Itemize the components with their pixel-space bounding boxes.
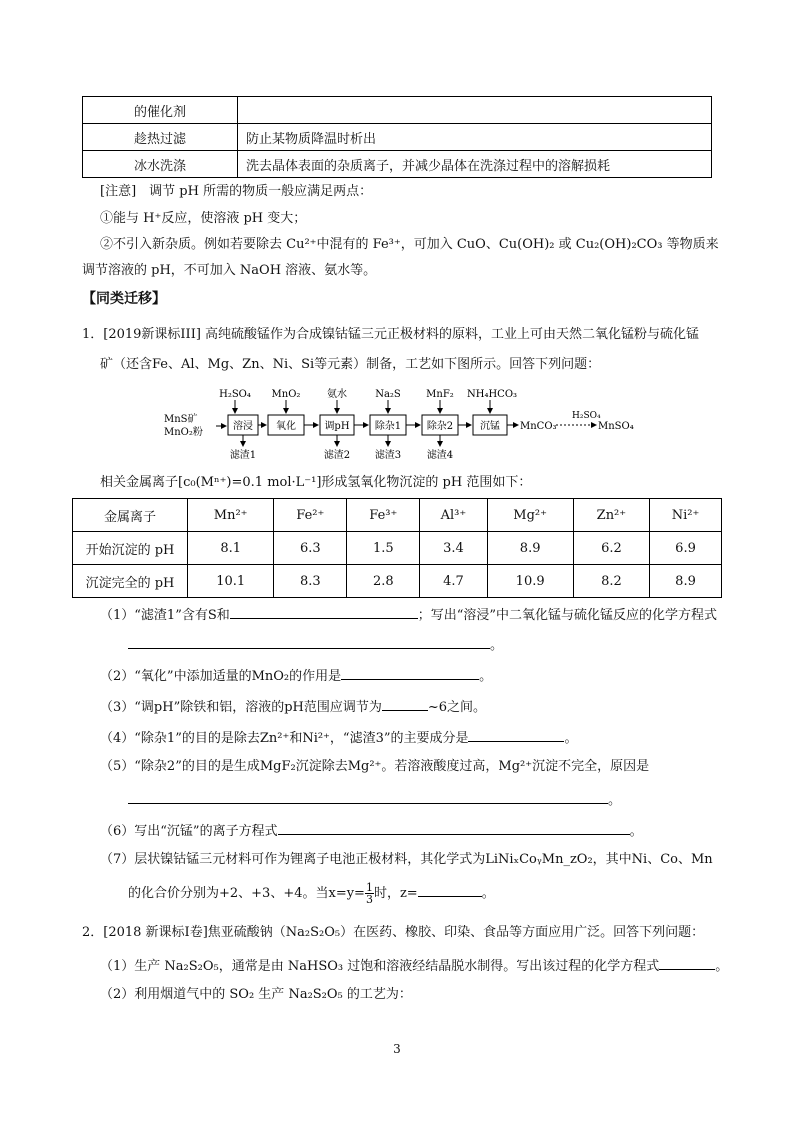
q1-part-6: （6）写出“沉锰”的离子方程式 。: [100, 820, 643, 841]
q1-part-1: （1）“滤渣1”含有S和 ；写出“溶浸”中二氧化锰与硫化锰反应的化学方程式: [100, 604, 717, 625]
q1-part-5-cont: 。: [128, 789, 621, 810]
note-line-4: 调节溶液的 pH，不可加入 NaOH 溶液、氨水等。: [82, 263, 377, 278]
table-cell: 1.5: [347, 532, 420, 565]
table-row: [73, 499, 722, 532]
table-row: [83, 151, 712, 178]
q1-part-4: （4）“除杂1”的目的是除去Zn²⁺和Ni²⁺，“滤渣3”的主要成分是 。: [100, 727, 578, 748]
q1-part-7: （7）层状镍钴锰三元材料可作为锂离子电池正极材料，其化学式为LiNiₓCoᵧMn_zO₂，其中Ni、Co、Mn: [100, 852, 713, 867]
flow-step-1: 溶浸: [233, 421, 253, 432]
answer-blank[interactable]: [418, 882, 482, 897]
answer-blank[interactable]: [382, 696, 428, 711]
flow-reagent-3: 氨水: [327, 389, 347, 400]
flow-residue-2: 滤渣2: [323, 450, 351, 461]
flow-step-6: 沉锰: [480, 421, 500, 432]
table-row: [83, 97, 712, 124]
q1-part-2: （2）“氧化”中添加适量的MnO₂的作用是 。: [100, 665, 492, 686]
q2-part-2: （2）利用烟道气中的 SO₂ 生产 Na₂S₂O₅ 的工艺为：: [100, 987, 412, 1002]
page-number: 3: [393, 1042, 401, 1056]
answer-blank[interactable]: [278, 820, 630, 835]
q1-part-1-cont: 。: [128, 634, 503, 655]
flow-step-2: 氧化: [276, 421, 296, 432]
note-line-3: ②不引入新杂质。例如若要除去 Cu²⁺中混有的 Fe³⁺，可加入 CuO、Cu(OH)₂ 或 Cu₂(OH)₂CO₃ 等物质来: [100, 237, 719, 252]
q1-line-2: 矿（还含Fe、Al、Mg、Zn、Ni、Si等元素）制备，工艺如下图所示。回答下列问题：: [100, 357, 601, 372]
table-cell: 趁热过滤: [83, 124, 238, 151]
q2-line-1: 2．[2018 新课标Ⅰ卷]焦亚硫酸钠（Na₂S₂O₅）在医药、橡胶、印染、食品等方面应用广泛。回答下列问题：: [82, 925, 705, 940]
table-cell: 6.2: [573, 532, 649, 565]
table-cell: [238, 97, 712, 124]
flow-step-5: 除杂2: [426, 421, 454, 432]
flow-residue-1: 滤渣1: [229, 450, 257, 461]
table-header-cell: Mn²⁺: [188, 499, 274, 532]
fraction: $\frac{1}{3}$: [365, 881, 373, 906]
table-cell: 8.1: [188, 532, 274, 565]
ph-table-intro: 相关金属离子[c₀(Mⁿ⁺)=0.1 mol·L⁻¹]形成氢氧化物沉淀的 pH 范围如下：: [100, 475, 532, 490]
flow-step-3: 调pH: [324, 421, 350, 432]
table-header-cell: Zn²⁺: [573, 499, 649, 532]
table-row: [73, 565, 722, 598]
q1-part-7-cont: 的化合价分别为+2、+3、+4。当x=y= $\frac{1}{3}$ 时，z= 。: [128, 881, 495, 906]
table-cell: 防止某物质降温时析出: [238, 124, 712, 151]
flow-input-1: MnS矿: [164, 414, 198, 425]
table-cell: 10.1: [188, 565, 274, 598]
answer-blank[interactable]: [128, 634, 490, 649]
flow-reagent-2: MnO₂: [271, 389, 301, 400]
table-header-cell: Fe²⁺: [274, 499, 347, 532]
table-cell: 冰水洗涤: [83, 151, 238, 178]
table-cell: 10.9: [487, 565, 573, 598]
flow-reagent-6: NH₄HCO₃: [466, 389, 518, 400]
table-header-cell: Fe³⁺: [347, 499, 420, 532]
table-header-cell: Al³⁺: [420, 499, 487, 532]
table-cell: 4.7: [420, 565, 487, 598]
flow-reagent-1: H₂SO₄: [219, 389, 251, 400]
table-cell: 的催化剂: [83, 97, 238, 124]
top-table: [82, 96, 712, 178]
q2-part-1: （1）生产 Na₂S₂O₅，通常是由 NaHSO₃ 过饱和溶液经结晶脱水制得。写出该过程的化学方程式 。: [100, 955, 728, 976]
table-cell: 2.8: [347, 565, 420, 598]
note-line-1: [注意] 调节 pH 所需的物质一般应满足两点：: [100, 184, 373, 199]
table-cell: 8.9: [650, 565, 722, 598]
flow-input-2: MnO₂粉: [164, 427, 203, 438]
table-cell: 洗去晶体表面的杂质离子，并减少晶体在洗涤过程中的溶解损耗: [238, 151, 712, 178]
flow-final-reagent: H₂SO₄: [572, 411, 601, 421]
table-cell: 沉淀完全的 pH: [73, 565, 188, 598]
table-cell: 8.3: [274, 565, 347, 598]
flow-product-1: MnCO₃: [520, 421, 557, 432]
table-cell: 开始沉淀的 pH: [73, 532, 188, 565]
q1-part-5: （5）“除杂2”的目的是生成MgF₂沉淀除去Mg²⁺。若溶液酸度过高，Mg²⁺沉淀不完全，原因是: [100, 759, 650, 774]
table-cell: 8.9: [487, 532, 573, 565]
note-line-2: ①能与 H⁺反应，使溶液 pH 变大；: [100, 211, 307, 226]
table-row: [73, 532, 722, 565]
flow-reagent-4: Na₂S: [375, 389, 401, 400]
flow-reagent-5: MnF₂: [426, 389, 454, 400]
answer-blank[interactable]: [128, 789, 608, 804]
table-cell: 6.3: [274, 532, 347, 565]
answer-blank[interactable]: [230, 604, 418, 619]
process-flow-diagram: [160, 384, 650, 464]
table-cell: 3.4: [420, 532, 487, 565]
section-title: 【同类迁移】: [82, 291, 166, 307]
table-cell: 6.9: [650, 532, 722, 565]
q1-line-1: 1．[2019新课标III] 高纯硫酸锰作为合成镍钴锰三元正极材料的原料，工业上可由天然二氧化锰粉与硫化锰: [82, 327, 700, 342]
q1-part-3: （3）“调pH”除铁和铝，溶液的pH范围应调节为 ~6之间。: [100, 696, 486, 717]
table-header-cell: Mg²⁺: [487, 499, 573, 532]
ph-table: [72, 498, 722, 598]
flow-residue-3: 滤渣3: [374, 450, 402, 461]
answer-blank[interactable]: [468, 727, 564, 742]
flow-residue-4: 滤渣4: [426, 450, 454, 461]
table-header-cell: 金属离子: [73, 499, 188, 532]
table-header-cell: Ni²⁺: [650, 499, 722, 532]
table-cell: 8.2: [573, 565, 649, 598]
answer-blank[interactable]: [659, 955, 715, 970]
table-row: [83, 124, 712, 151]
flow-step-4: 除杂1: [374, 421, 402, 432]
answer-blank[interactable]: [341, 665, 479, 680]
flow-product-2: MnSO₄: [598, 421, 634, 432]
